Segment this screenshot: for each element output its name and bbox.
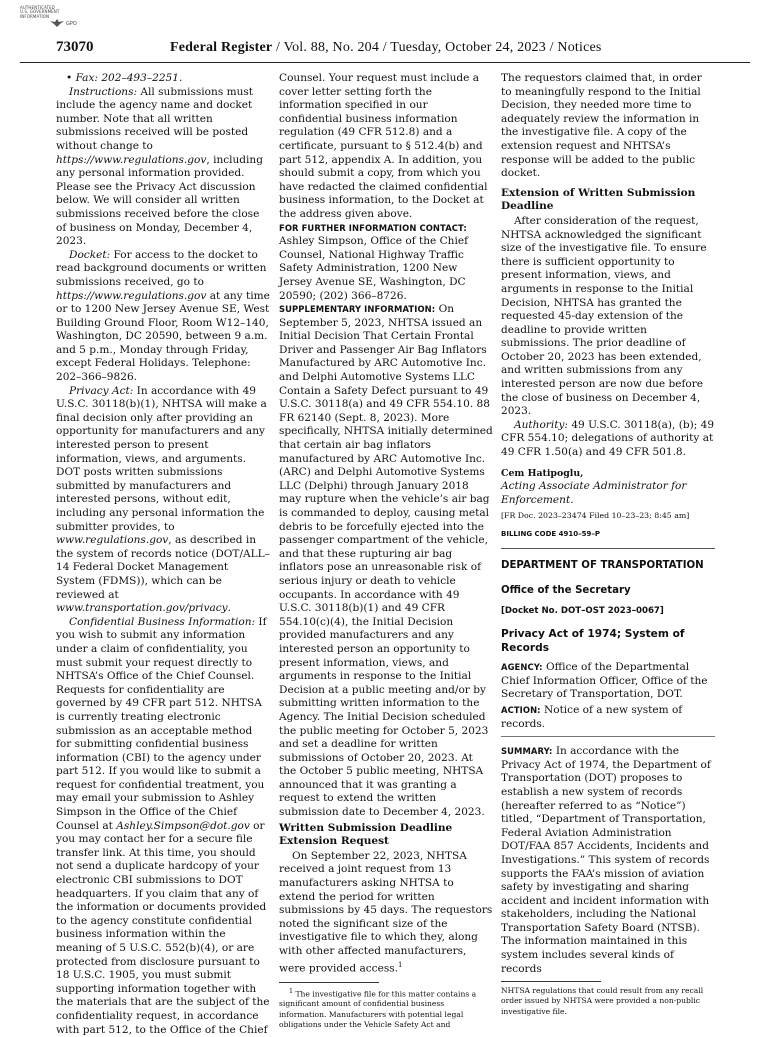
docket-number: [Docket No. DOT–OST 2023–0067] <box>501 605 664 616</box>
instructions-paragraph <box>56 86 270 249</box>
summary-rule <box>501 736 715 737</box>
column-2 <box>279 72 493 1030</box>
footnote-separator <box>279 982 379 983</box>
notice-title: Privacy Act of 1974; System of Records <box>501 628 685 654</box>
cbi-text: If you wish to submit any information under a claim of confidentiality, you must submit your request directly to NHTSA’s Office of the Chief Counsel. Requests for confidentiality are governed by 49 CFR part 512. NHTSA is currently treating electronic submission as an acceptable method for submitting confidential business information (CBI) to the agency under part 512. If you would like to submit a request for confidential treatment, you may email your submission to Ashley Simpson in the Office of the Chief Counsel at <box>56 615 267 832</box>
further-info-text: Ashley Simpson, Office of the Chief Counsel, National Highway Traffic Safety Administration, 1200 New Jersey Avenue SE, Washington, DC 20590; (202) 366–8726. <box>279 235 468 302</box>
deadline-extension-heading: Extension of Written Submission Deadline <box>501 186 696 213</box>
gpo-mark-letters: GPO <box>66 21 77 27</box>
gpo-mark-line: INFORMATION <box>20 13 50 19</box>
gpo-mark-line: AUTHENTICATED <box>20 5 55 10</box>
privacy-act-mid: , as described in the system of records notice (DOT/ALL–14 Federal Docket Management System (FDMS)), which can be reviewed at <box>56 534 270 601</box>
signer-name: Cem Hatipoglu, <box>501 467 584 479</box>
fax-text: Fax: 202–493–2251. <box>75 72 183 84</box>
privacy-act-label: Privacy Act: <box>69 384 134 397</box>
footnote-continuation: NHTSA regulations that could result from any recall order issued by NHTSA were provided a non-public investigative file. <box>501 986 704 1016</box>
footnote-text: The investigative file for this matter contains a significant amount of confidential business information. Manufacturers with potential legal obligations under the Vehicle Safety Act and <box>279 989 477 1029</box>
page-header <box>20 39 750 61</box>
requestors-continuation: The requestors claimed that, in order to meaningfully respond to the Initial Decision, they needed more time to adequately review the information in the investigative file. A copy of the extension request and NHTSA’s response will be added to the public docket. <box>501 72 702 180</box>
privacy-act-end: . <box>227 602 231 615</box>
signer-title: Acting Associate Administrator for Enforcement. <box>501 480 687 506</box>
docket-label: Docket: <box>69 248 111 261</box>
document-separator <box>501 548 715 549</box>
office-heading: Office of the Secretary <box>501 585 631 597</box>
cbi-tail: or you may contact her for a secure file transfer link. At this time, you should not send a duplicate hardcopy of your electronic CBI submissions to DOT headquarters. If you claim that any of the information or documents provided to the agency constitute confidential business information within the meaning of 5 U.S.C. 552(b)(4), or are protected from disclosure pursuant to 18 U.S.C. 1905, you must submit supporting information together with the materials that are the subject of the confidentiality request, in accordance with part 512, to the Office of the Chief <box>56 819 270 1036</box>
billing-code: BILLING CODE 4910–59–P <box>501 530 600 538</box>
authority-text: 49 U.S.C. 30118(a), (b); 49 CFR 554.10; delegations of authority at 49 CFR 1.50(a) and 49 CFR 501.8. <box>501 418 715 459</box>
action-text: Notice of a new system of records. <box>501 703 683 730</box>
request-text: On September 22, 2023, NHTSA received a joint request from 13 manufacturers asking NHTSA to extend the period for written submissions by 45 days. The requestors noted the significant size of the investigative file to which they, along with other affected manufacturers, were provided access. <box>279 849 493 975</box>
eagle-icon <box>50 18 64 27</box>
summary-label: SUMMARY: <box>501 746 553 757</box>
simpson-email-link[interactable]: Ashley.Simpson@dot.gov <box>116 819 250 832</box>
gpo-mark-line: U.S. GOVERNMENT <box>20 9 60 15</box>
docket-paragraph <box>56 249 270 385</box>
supplementary-paragraph <box>279 303 493 820</box>
agency-paragraph <box>501 661 715 702</box>
further-info-paragraph <box>279 222 493 304</box>
agency-label: AGENCY: <box>501 662 543 673</box>
extension-paragraph: After consideration of the request, NHTSA acknowledged the significant size of the investigative file. To ensure there is sufficient opportunity to present information, views, and arguments in response to the Initial Decision, NHTSA has granted the requested 45-day extension of the deadline to provide written submissions. The prior deadline of October 20, 2023 has been extended, and written submissions from any interested person are now due before the close of business on December 4, 2023. <box>501 214 707 418</box>
transportation-privacy-link[interactable]: www.transportation.gov/privacy <box>56 602 228 615</box>
regulations-link[interactable]: https://www.regulations.gov <box>56 153 207 166</box>
fax-line: • Fax: 202–493–2251. <box>66 72 183 84</box>
footnote-separator <box>501 981 601 982</box>
agency-text: Office of the Departmental Chief Information Officer, Office of the Secretary of Transportation, DOT. <box>501 661 708 701</box>
instructions-text: All submissions must include the agency name and docket number. Note that all written submissions received will be posted without change to <box>56 85 254 152</box>
instructions-label: Instructions: <box>69 85 138 98</box>
department-heading: DEPARTMENT OF TRANSPORTATION <box>501 559 704 571</box>
cbi-paragraph <box>56 616 270 1037</box>
supplementary-label: SUPPLEMENTARY INFORMATION: <box>279 304 436 315</box>
footnote-number: 1 <box>289 987 294 995</box>
supplementary-text: On September 5, 2023, NHTSA issued an Initial Decision That Certain Frontal Driver and Passenger Air Bag Inflators Manufactured by ARC Automotive Inc. and Delphi Automotive Systems LLC Contain a Safety Defect pursuant to 49 U.S.C. 30118(a) and 49 CFR 554.10. 88 FR 62140 (Sept. 8, 2023). More specifically, NHTSA initially determined that certain air bag inflators manufactured by ARC Automotive Inc. (ARC) and Delphi Automotive Systems LLC (Delphi) through January 2018 may rupture when the vehicle’s air bag is commanded to deploy, causing metal debris to be forcefully ejected into the passenger compartment of the vehicle, and that these rupturing air bag inflators pose an unreasonable risk of serious injury or death to vehicle occupants. In accordance with 49 U.S.C. 30118(b)(1) and 49 CFR 554.10(c)(4), the Initial Decision provided manufacturers and any interested person an opportunity to present information, views, and arguments in response to the Initial Decision at a public meeting and/or by submitting written information to the Agency. The Initial Decision scheduled the public meeting for October 5, 2023 and set a deadline for written submissions of October 20, 2023. At the October 5 public meeting, NHTSA announced that it was granting a request to extend the written submission date to December 4, 2023. <box>279 303 493 819</box>
privacy-act-text: In accordance with 49 U.S.C. 30118(b)(1), NHTSA will make a final decision only after providing an opportunity for manufacturers and any interested person to present information, views, and arguments. DOT posts written submissions submitted by manufacturers and interested persons, without edit, including any personal information the submitter provides, to <box>56 384 267 533</box>
further-info-label: FOR FURTHER INFORMATION CONTACT: <box>279 222 467 233</box>
docket-regulations-link[interactable]: https://www.regulations.gov <box>56 289 207 302</box>
action-label: ACTION: <box>501 704 541 715</box>
page-number: 73070 <box>56 39 94 55</box>
running-head <box>170 40 602 56</box>
docket-text: For access to the docket to read background documents or written submissions received, go to <box>56 248 267 288</box>
counsel-continuation: Counsel. Your request must include a cover letter setting forth the information specified in our confidential business information regulation (49 CFR 512.8) and a certificate, pursuant to § 512.4(b) and part 512, appendix A. In addition, you should submit a copy, from which you have redacted the claimed confidential business information, to the Docket at the address given above. <box>279 72 488 220</box>
privacy-act-paragraph <box>56 385 270 616</box>
action-paragraph <box>501 704 715 731</box>
header-rule <box>20 62 750 63</box>
summary-text: In accordance with the Privacy Act of 1974, the Department of Transportation (DOT) proposes to establish a new system of records (hereafter referred to as “Notice”) titled, “Department of Transportation, Federal Aviation Administration DOT/FAA 857 Accidents, Incidents and Investigations.” This system of records supports the FAA’s mission of aviation safety by investigating and sharing accident and incident information with stakeholders, including the National Transportation Safety Board (NTSB). The information maintained in this system includes several kinds of records <box>501 745 711 975</box>
docket-tail: at any time or to 1200 New Jersey Avenue SE, West Building Ground Floor, Room W12–140, Washington, DC 20590, between 9 a.m. and 5 p.m., Monday through Friday, except Federal Holidays. Telephone: 202–366–9826. <box>56 289 270 384</box>
footnote-reference: 1 <box>398 960 403 969</box>
cbi-label: Confidential Business Information: <box>69 615 256 628</box>
gpo-authentication-mark <box>20 6 78 30</box>
request-paragraph <box>279 850 493 976</box>
summary-paragraph <box>501 745 715 976</box>
authority-paragraph <box>501 419 715 460</box>
privacy-regulations-link[interactable]: www.regulations.gov <box>56 534 169 547</box>
publication-name: Federal Register <box>170 40 273 55</box>
issue-info: / Vol. 88, No. 204 / Tuesday, October 24, 2023 / Notices <box>272 40 602 55</box>
authority-label: Authority: <box>514 418 568 431</box>
extension-request-heading: Written Submission Deadline Extension Request <box>279 821 453 848</box>
column-1 <box>56 72 270 1037</box>
instructions-tail: , including any personal information provided. Please see the Privacy Act discussion below. We will consider all written submissions received before the close of business on Monday, December 4, 2023. <box>56 153 263 248</box>
column-3 <box>501 72 715 1017</box>
fr-doc-line: [FR Doc. 2023–23474 Filed 10–23–23; 8:45 am] <box>501 511 690 521</box>
